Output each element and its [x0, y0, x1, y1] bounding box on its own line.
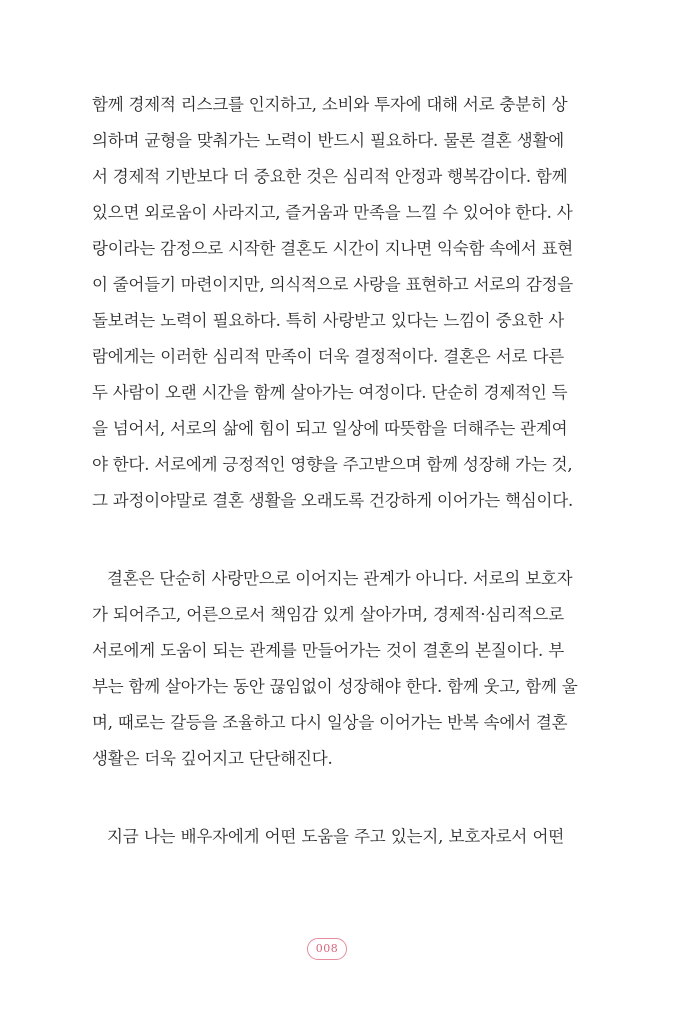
- text-line: 지금 나는 배우자에게 어떤 도움을 주고 있는지, 보호자로서 어떤: [107, 827, 564, 846]
- text-line: 며, 때로는 갈등을 조율하고 다시 일상을 이어가는 반복 속에서 결혼: [92, 713, 568, 732]
- text-line: 이 줄어들기 마련이지만, 의식적으로 사랑을 표현하고 서로의 감정을: [92, 275, 574, 294]
- text-line: 랑이라는 감정으로 시작한 결혼도 시간이 지나면 익숙함 속에서 표현: [92, 239, 574, 258]
- text-line: 그 과정이야말로 결혼 생활을 오래도록 건강하게 이어가는 핵심이다.: [92, 491, 574, 510]
- text-line: 의하며 균형을 맞춰가는 노력이 반드시 필요하다. 물론 결혼 생활에: [92, 131, 564, 150]
- text-line: 서로에게 도움이 되는 관계를 만들어가는 것이 결혼의 본질이다. 부: [92, 641, 564, 660]
- text-line: 람에게는 이러한 심리적 만족이 더욱 결정적이다. 결혼은 서로 다른: [92, 347, 564, 366]
- text-line: 가 되어주고, 어른으로서 책임감 있게 살아가며, 경제적·심리적으로: [92, 605, 564, 624]
- text-line: 을 넘어서, 서로의 삶에 힘이 되고 일상에 따뜻함을 더해주는 관계여: [92, 419, 568, 438]
- text-line: 서 경제적 기반보다 더 중요한 것은 심리적 안정과 행복감이다. 함께: [92, 167, 568, 186]
- text-line: 돌보려는 노력이 필요하다. 특히 사랑받고 있다는 느낌이 중요한 사: [92, 311, 564, 330]
- text-line: 야 한다. 서로에게 긍정적인 영향을 주고받으며 함께 성장해 가는 것,: [92, 455, 573, 474]
- text-line: 결혼은 단순히 사랑만으로 이어지는 관계가 아니다. 서로의 보호자: [107, 569, 573, 588]
- text-line: 생활은 더욱 깊어지고 단단해진다.: [92, 749, 333, 768]
- text-line: 함께 경제적 리스크를 인지하고, 소비와 투자에 대해 서로 충분히 상: [92, 95, 568, 114]
- text-line: 있으면 외로움이 사라지고, 즐거움과 만족을 느낄 수 있어야 한다. 사: [92, 203, 573, 222]
- text-line: 부는 함께 살아가는 동안 끊임없이 성장해야 한다. 함께 웃고, 함께 울: [92, 677, 578, 696]
- text-line: 두 사람이 오랜 시간을 함께 살아가는 여정이다. 단순히 경제적인 득: [92, 383, 568, 402]
- page-number: 008: [307, 938, 347, 960]
